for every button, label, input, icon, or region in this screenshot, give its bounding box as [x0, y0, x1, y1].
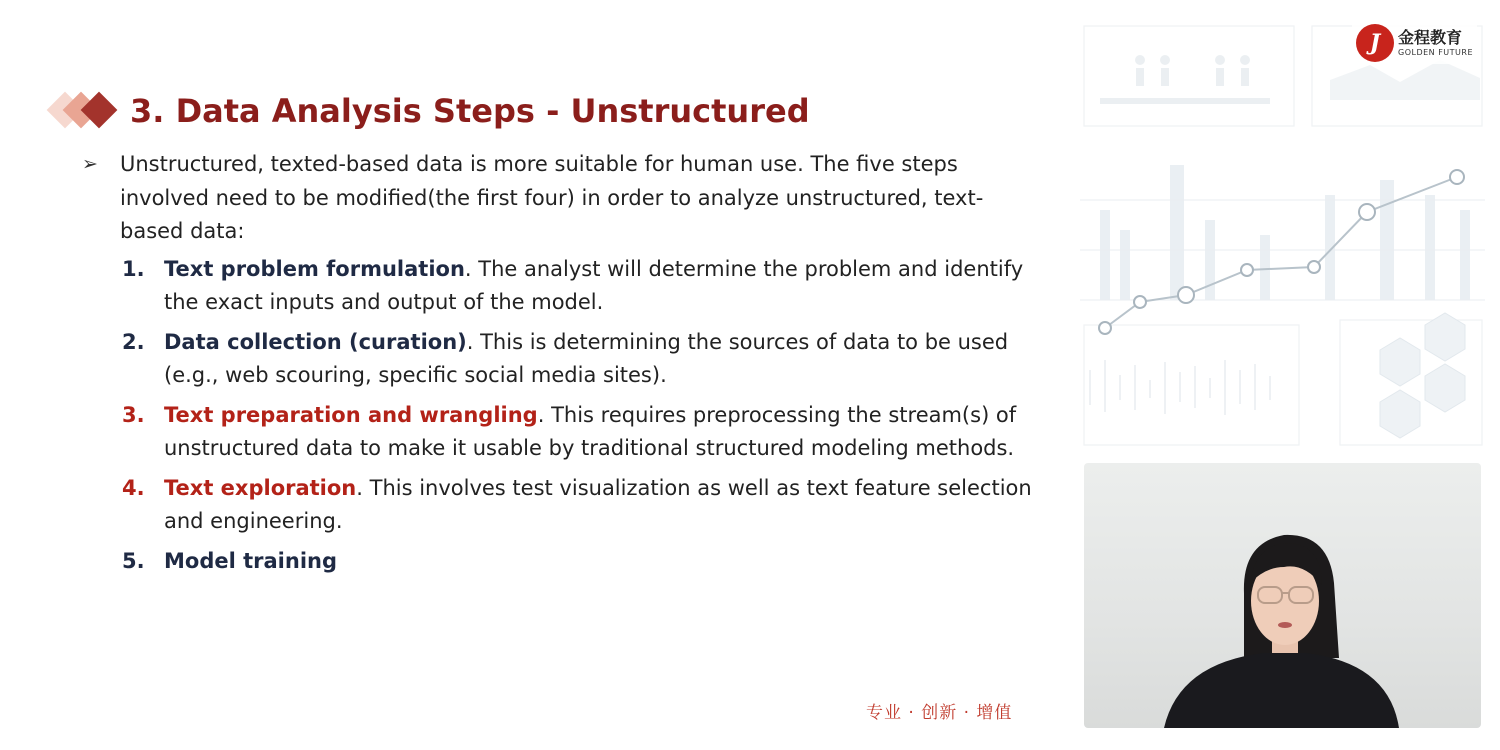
slide-title: 3. Data Analysis Steps - Unstructured [130, 92, 810, 130]
brand-logo [1352, 22, 1477, 64]
background-dashboard-graphic [1080, 20, 1485, 450]
logo-name-cn: 金程教育 [1398, 27, 1463, 47]
step-item [80, 545, 1040, 579]
steps-list [80, 253, 1040, 579]
step-number: 3. [122, 402, 145, 427]
step-number: 1. [122, 256, 145, 281]
step-heading: Text problem formulation [164, 256, 465, 281]
logo-name-en: GOLDEN FUTURE [1398, 47, 1474, 57]
diamond-deco-icon [44, 86, 124, 136]
intro-text: Unstructured, texted-based data is more suitable for human use. The five steps involved need to be modified(the first four) in order to analyze unstructured, text-based data: [120, 152, 984, 243]
step-heading: Model training [164, 548, 338, 573]
step-description: . This involves test visualization as well as text feature selection and engineering. [164, 475, 1032, 533]
step-heading: Text preparation and wrangling [164, 402, 538, 427]
step-number: 2. [122, 329, 145, 354]
presenter-video [1084, 463, 1481, 728]
step-heading: Data collection (curation) [164, 329, 467, 354]
step-item [80, 253, 1040, 320]
step-heading: Text exploration [164, 475, 357, 500]
step-description: . This requires preprocessing the stream(s) of unstructured data to make it usable by traditional structured modeling methods. [164, 402, 1017, 460]
step-item [80, 326, 1040, 393]
slide-title-row [44, 86, 810, 136]
presenter-figure [1084, 463, 1481, 728]
step-description: . This is determining the sources of data to be used (e.g., web scouring, specific social media sites). [164, 329, 1009, 387]
slide-body [80, 148, 1040, 584]
step-item [80, 472, 1040, 539]
logo-mark-icon: J [1356, 24, 1394, 62]
logo-text [1398, 27, 1474, 57]
step-number: 5. [122, 548, 145, 573]
intro-paragraph [80, 148, 1040, 249]
arrow-bullet-icon: ➢ [82, 153, 98, 175]
step-description: . The analyst will determine the problem and identify the exact inputs and output of the model. [164, 256, 1024, 314]
footer-slogan: 专业 · 创新 · 增值 [866, 703, 1013, 723]
step-item [80, 399, 1040, 466]
step-number: 4. [122, 475, 145, 500]
